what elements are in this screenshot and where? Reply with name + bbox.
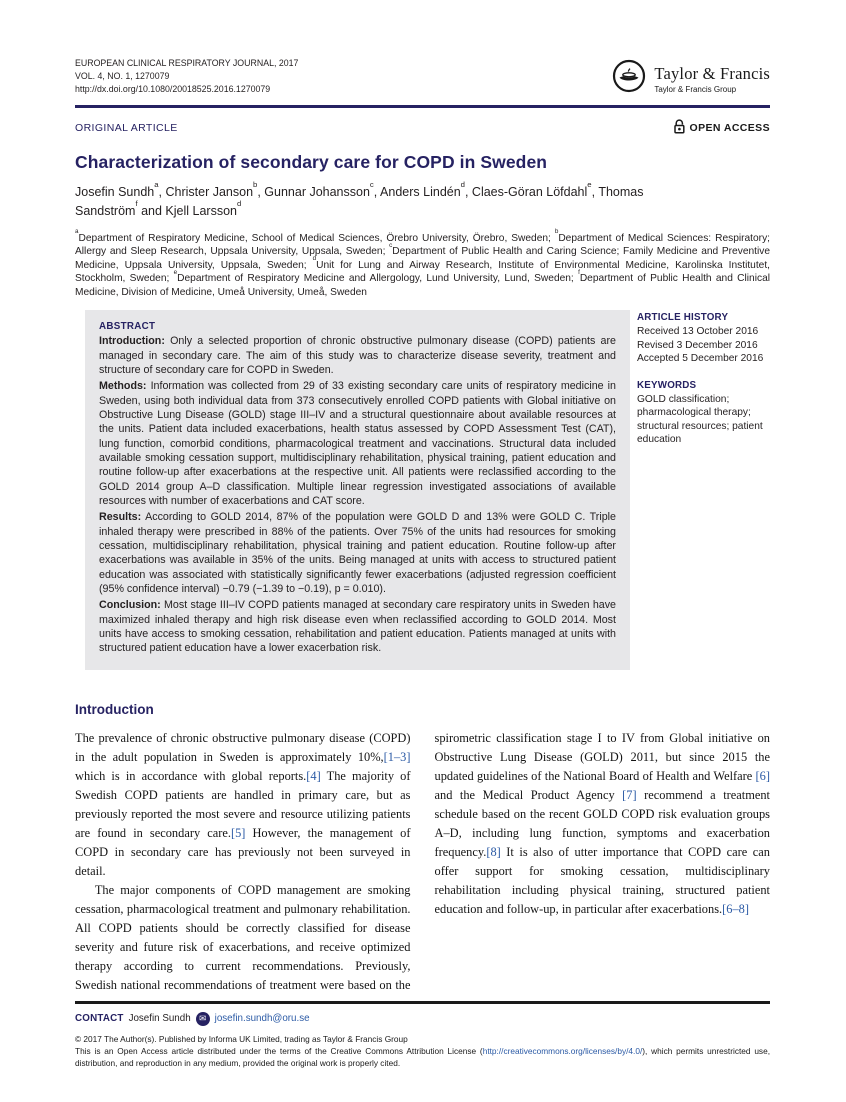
footer-divider <box>75 1001 770 1004</box>
email-icon: ✉ <box>196 1012 210 1026</box>
page-footer <box>75 1001 770 1070</box>
taylor-francis-logo <box>612 59 770 98</box>
masthead <box>75 57 770 98</box>
article-history-block <box>637 312 770 365</box>
license-text-pre: This is an Open Access article distributed under the terms of the Creative Commons Attribution License ( <box>75 1045 483 1056</box>
contact-line <box>75 1012 770 1026</box>
license-link[interactable]: http://creativecommons.org/licenses/by/4.0/ <box>482 1045 643 1056</box>
contact-name: Josefin Sundh <box>128 1013 191 1024</box>
keywords-label: KEYWORDS <box>637 380 697 392</box>
contact-email-link[interactable]: josefin.sundh@oru.se <box>214 1013 310 1024</box>
license-text <box>75 1045 770 1070</box>
doi-link[interactable]: http://dx.doi.org/10.1080/20018525.2016.1270079 <box>75 84 271 95</box>
abstract-label: ABSTRACT <box>99 321 156 333</box>
author-list: Josefin Sundh$^a$, Christer Janson$^b$, Gunnar Johansson$^c$, Anders Lindén$^d$, Claes-Göran Löfdahl$^e$, Thomas Sandström$^f$ and Kjell Larsson$^d$ <box>75 180 644 218</box>
journal-info <box>75 57 298 97</box>
journal-title-line: EUROPEAN CLINICAL RESPIRATORY JOURNAL, 2017 <box>75 58 299 68</box>
keywords-text: GOLD classification; pharmacological therapy; structural resources; patient education <box>637 394 763 445</box>
introduction-heading: Introduction <box>75 701 154 717</box>
article-type-row <box>75 119 770 137</box>
publisher-group-name: Taylor & Francis Group <box>654 84 737 94</box>
open-lock-icon <box>674 119 685 137</box>
article-type-label: ORIGINAL ARTICLE <box>75 122 178 134</box>
article-history-dates: Received 13 October 2016 Revised 3 December 2016 Accepted 5 December 2016 <box>637 326 764 364</box>
taylor-francis-lamp-icon <box>612 59 646 98</box>
open-access-label: OPEN ACCESS <box>689 122 770 134</box>
article-title: Characterization of secondary care for COPD in Sweden <box>75 152 548 172</box>
contact-label: CONTACT <box>75 1013 124 1024</box>
header-divider <box>75 105 770 108</box>
open-access-badge <box>674 119 770 137</box>
article-meta-sidebar <box>637 310 770 669</box>
abstract-box <box>85 310 630 669</box>
abstract-sections: Introduction: Only a selected proportion of chronic obstructive pulmonary disease (COPD) patients are managed in secondary care. The aim of this study was to characterize disease severity, treatment and structure of secondary care for COPD in Sweden. Methods: Information was collected from 29 of 33 existing secondary care units of respiratory medicine in Sweden, using both individual data from 373 consecutively enrolled COPD patients with Global initiative on Obstructive Lung Disease (GOLD) stage III–IV and a structural questionnaire about available resources at the units. Patient data included exacerbations, health status assessed by COPD Assessment Test (CAT), lung function, comorbid conditions, pharmacological treatment and vaccinations. Structural data included available smoking cessation support, multidisciplinary rehabilitation, physical training, patient education and routine follow-up after exacerbations at the respective unit. All patients were reclassified according to the GOLD 2014 group A–D classification. Multiple linear regression investigated associations of available resources with number of exacerbations and CAT score. Results: According to GOLD 2014, 87% of the population were GOLD D and 13% were GOLD C. Triple inhaled therapy were prescribed in 88% of the patients. Over 75% of the units had resources for smoking cessation, multidisciplinary rehabilitation, physical training and patient education. Routine follow-up after exacerbations was available in 35% of the units. Being managed at units with access to structured patient education was associated with statistically significantly fewer exacerbations (adjusted regression coefficient (95% confidence interval) −0.79 (−1.39 to −0.19), p = 0.010). Conclusion: Most stage III–IV COPD patients managed at secondary care respiratory units in Sweden have maximized inhaled therapy and high risk disease even when reclassified according to GOLD 2014. Most units have access to smoking cessation, rehabilitation and patient education. Patients managed at units with structured patient education have a lower exacerbation risk. <box>99 335 616 655</box>
publisher-name: Taylor & Francis <box>654 63 770 83</box>
license-text-post: ), which permits unrestricted use, distribution, and reproduction in any medium, provided the original work is properly cited. <box>75 1045 770 1069</box>
affiliation-list: $^a$Department of Respiratory Medicine, School of Medical Sciences, Örebro University, Örebro, Sweden; $^b$Department of Medical Sciences: Respiratory; Allergy and Sleep Research, Uppsala University, Uppsala, Sweden; $^c$Department of Public Health and Caring Science; Family Medicine and Preventive Medicine, Uppsala University, Uppsala, Sweden; $^d$Unit for Lung and Airway Research, Institute of Environmental Medicine, Karolinska Institutet, Stockholm, Sweden; $^e$Department of Respiratory Medicine and Allergology, Lund University, Lund, Sweden; $^f$Department of Public Health and Clinical Medicine, Division of Medicine, Umeå University, Umeå, Sweden <box>75 228 771 298</box>
journal-volume-line: VOL. 4, NO. 1, 1270079 <box>75 71 170 82</box>
copyright-line: © 2017 The Author(s). Published by Informa UK Limited, trading as Taylor & Francis Group <box>75 1033 408 1044</box>
introduction-body: The prevalence of chronic obstructive pulmonary disease (COPD) in the adult population in Sweden is approximately 10%,[1–3] which is in accordance with global reports.[4] The majority of Swedish COPD patients are handled in primary care, but as previously reported the most severe and resource utilizing patients are found in secondary care.[5] However, the management of COPD in secondary care has previously not been surveyed in detail. The major components of COPD management are smoking cessation, pharmacological treatment and pulmonary rehabilitation. All COPD patients should be correctly classified for disease severity and future risk of exacerbations, and receive optimized therapy according to current recommendations. Previously, Swedish national recommendations of treatment were based on the spirometric classification stage I to IV from Global initiative on Obstructive Lung Disease (GOLD) 2011, but since 2015 the updated guidelines of the National Board of Health and Welfare [6] and the Medical Product Agency [7] recommend a treatment schedule based on the recent GOLD COPD risk evaluation groups A–D, including lung function, symptoms and exacerbation frequency.[8] It is also of utter importance that COPD care can offer support for smoking cessation, multidisciplinary rehabilitation including physical training, structured patient education and follow-up, in particular after exacerbations.[6–8] <box>75 730 770 992</box>
keywords-block <box>637 380 770 446</box>
abstract-row <box>75 310 770 669</box>
article-history-label: ARTICLE HISTORY <box>637 312 729 324</box>
